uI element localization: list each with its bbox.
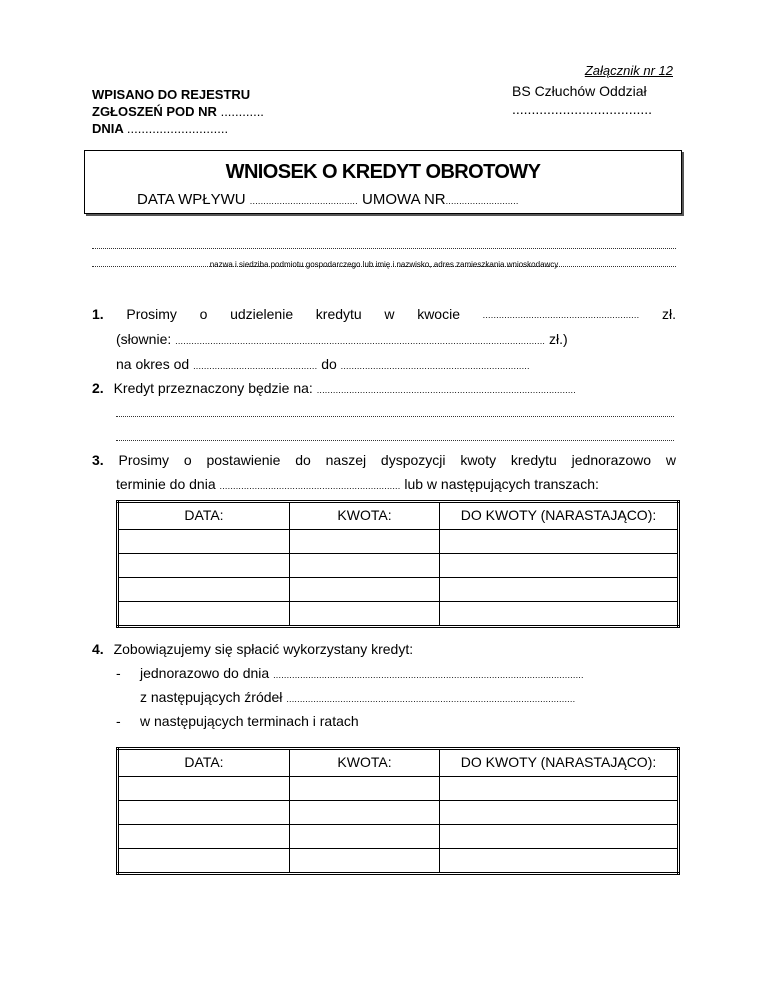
register-date-field[interactable]: ............................	[126, 121, 229, 136]
tranche-date-label: terminie do dnia	[116, 476, 216, 492]
table-cell[interactable]	[440, 849, 679, 874]
period-from-field[interactable]: ..............................................	[193, 361, 318, 371]
table-cell[interactable]	[290, 554, 440, 578]
contract-number-field[interactable]: ...........................	[445, 196, 519, 206]
form-title: WNIOSEK O KREDYT OBROTOWY	[225, 161, 541, 183]
option-1-line	[140, 665, 584, 683]
section-1-line-1	[92, 306, 676, 322]
table-cell[interactable]	[290, 825, 440, 849]
s3-word: jednorazowo	[571, 452, 652, 468]
sources-line	[140, 689, 575, 707]
date-column-header: DATA:	[118, 749, 290, 777]
register-number-field[interactable]: ............	[220, 104, 264, 119]
register-line-3	[92, 120, 264, 137]
branch-name: BS Człuchów Oddział	[512, 83, 647, 99]
table-cell[interactable]	[440, 530, 679, 554]
applicant-line-1[interactable]	[92, 248, 676, 249]
applicant-caption: nazwa i siedziba podmiotu gospodarczego lub imię i nazwisko, adres zamieszkania wnioskodawcy	[209, 260, 559, 269]
currency-label: zł.	[661, 306, 676, 322]
table-cell[interactable]	[290, 602, 440, 627]
dash-2: -	[116, 713, 121, 729]
register-block	[92, 86, 264, 137]
table-cell[interactable]	[440, 554, 679, 578]
table-cell[interactable]	[290, 578, 440, 602]
branch-block	[512, 82, 652, 118]
amount-words-field[interactable]: .........................................................................................................................................	[175, 336, 546, 346]
register-date-label: DNIA	[92, 121, 124, 136]
table-header-row	[118, 749, 679, 777]
table-header-row	[118, 502, 679, 530]
table-cell[interactable]	[440, 602, 679, 627]
table-cell[interactable]	[118, 777, 290, 801]
purpose-line-2[interactable]	[116, 416, 674, 417]
period-to-field[interactable]: ......................................................................	[340, 361, 530, 371]
s3-word: kredytu	[510, 452, 557, 468]
s3-word: o	[183, 452, 192, 468]
table-cell[interactable]	[118, 530, 290, 554]
section-4-line-1	[92, 641, 413, 657]
s1-word: kwocie	[417, 306, 460, 322]
amount-words-end: zł.)	[549, 331, 568, 347]
tranche-table	[116, 500, 680, 628]
date-column-header: DATA:	[118, 502, 290, 530]
tranche-label: lub w następujących transzach:	[404, 476, 599, 492]
receipt-line	[137, 191, 519, 208]
option-one-time-field[interactable]: ...................................................................................................................	[273, 670, 584, 680]
register-line-2	[92, 103, 264, 120]
s1-word: Prosimy	[126, 306, 177, 322]
table-cell[interactable]	[440, 578, 679, 602]
purpose-line-3[interactable]	[116, 440, 674, 441]
table-row	[118, 578, 679, 602]
s1-word: w	[384, 306, 395, 322]
section-3-line-1	[92, 452, 676, 468]
section-1-number: 1.	[92, 306, 104, 322]
section-4-number: 4.	[92, 641, 104, 657]
table-row	[118, 530, 679, 554]
table-row	[118, 801, 679, 825]
receipt-date-label: DATA WPŁYWU	[137, 191, 246, 208]
dash-1: -	[116, 665, 121, 681]
purpose-label: Kredyt przeznaczony będzie na:	[113, 380, 313, 396]
tranche-date-field[interactable]: ...................................................................	[219, 481, 401, 491]
amount-column-header: KWOTA:	[290, 502, 440, 530]
section-2-line-1	[92, 380, 576, 398]
s3-word: do	[295, 452, 311, 468]
s3-word: naszej	[325, 452, 367, 468]
table-cell[interactable]	[118, 801, 290, 825]
sources-field[interactable]: ...........................................................................................................	[286, 694, 576, 704]
table-cell[interactable]	[118, 554, 290, 578]
sources-label: z następujących źródeł	[140, 689, 283, 705]
receipt-date-field[interactable]: ........................................	[249, 196, 358, 206]
option-2-label: w następujących terminach i ratach	[140, 713, 359, 729]
section-3-line-2	[116, 476, 599, 494]
table-row	[118, 554, 679, 578]
table-cell[interactable]	[118, 578, 290, 602]
table-cell[interactable]	[290, 849, 440, 874]
register-line-1: WPISANO DO REJESTRU	[92, 87, 251, 102]
installment-table	[116, 747, 680, 875]
s3-word: Prosimy	[118, 452, 170, 468]
contract-number-label: UMOWA NR	[362, 191, 446, 208]
s3-word: dyspozycji	[380, 452, 446, 468]
s1-word: kredytu	[315, 306, 362, 322]
purpose-field[interactable]: ................................................................................................	[316, 385, 576, 395]
table-cell[interactable]	[440, 825, 679, 849]
table-cell[interactable]	[118, 849, 290, 874]
section-2-number: 2.	[92, 380, 104, 396]
cumulative-column-header: DO KWOTY (NARASTAJĄCO):	[440, 749, 679, 777]
table-cell[interactable]	[290, 777, 440, 801]
section-1-line-3	[116, 356, 530, 374]
attachment-number: Załącznik nr 12	[584, 63, 673, 78]
repayment-label: Zobowiązujemy się spłacić wykorzystany kredyt:	[113, 641, 414, 657]
option-one-time-label: jednorazowo do dnia	[140, 665, 270, 681]
s3-word: kwoty	[460, 452, 497, 468]
table-cell[interactable]	[290, 801, 440, 825]
table-row	[118, 849, 679, 874]
period-from-label: na okres od	[116, 356, 190, 372]
table-row	[118, 825, 679, 849]
title-box	[84, 150, 682, 214]
table-row	[118, 602, 679, 627]
table-cell[interactable]	[440, 801, 679, 825]
section-3-number: 3.	[92, 452, 104, 468]
loan-amount-field[interactable]: ..........................................................	[482, 310, 640, 320]
table-row	[118, 777, 679, 801]
amount-column-header: KWOTA:	[290, 749, 440, 777]
table-cell[interactable]	[290, 530, 440, 554]
branch-field[interactable]: ....................................	[512, 101, 653, 117]
s1-word: udzielenie	[230, 306, 294, 322]
s1-word: o	[199, 306, 208, 322]
period-to-label: do	[321, 356, 337, 372]
table-cell[interactable]	[118, 825, 290, 849]
table-cell[interactable]	[118, 602, 290, 627]
cumulative-column-header: DO KWOTY (NARASTAJĄCO):	[440, 502, 679, 530]
s3-word: w	[665, 452, 676, 468]
s3-word: postawienie	[206, 452, 281, 468]
section-1-line-2	[116, 331, 568, 349]
table-cell[interactable]	[440, 777, 679, 801]
amount-words-label: (słownie:	[116, 331, 172, 347]
register-number-label: ZGŁOSZEŃ POD NR	[92, 104, 217, 119]
